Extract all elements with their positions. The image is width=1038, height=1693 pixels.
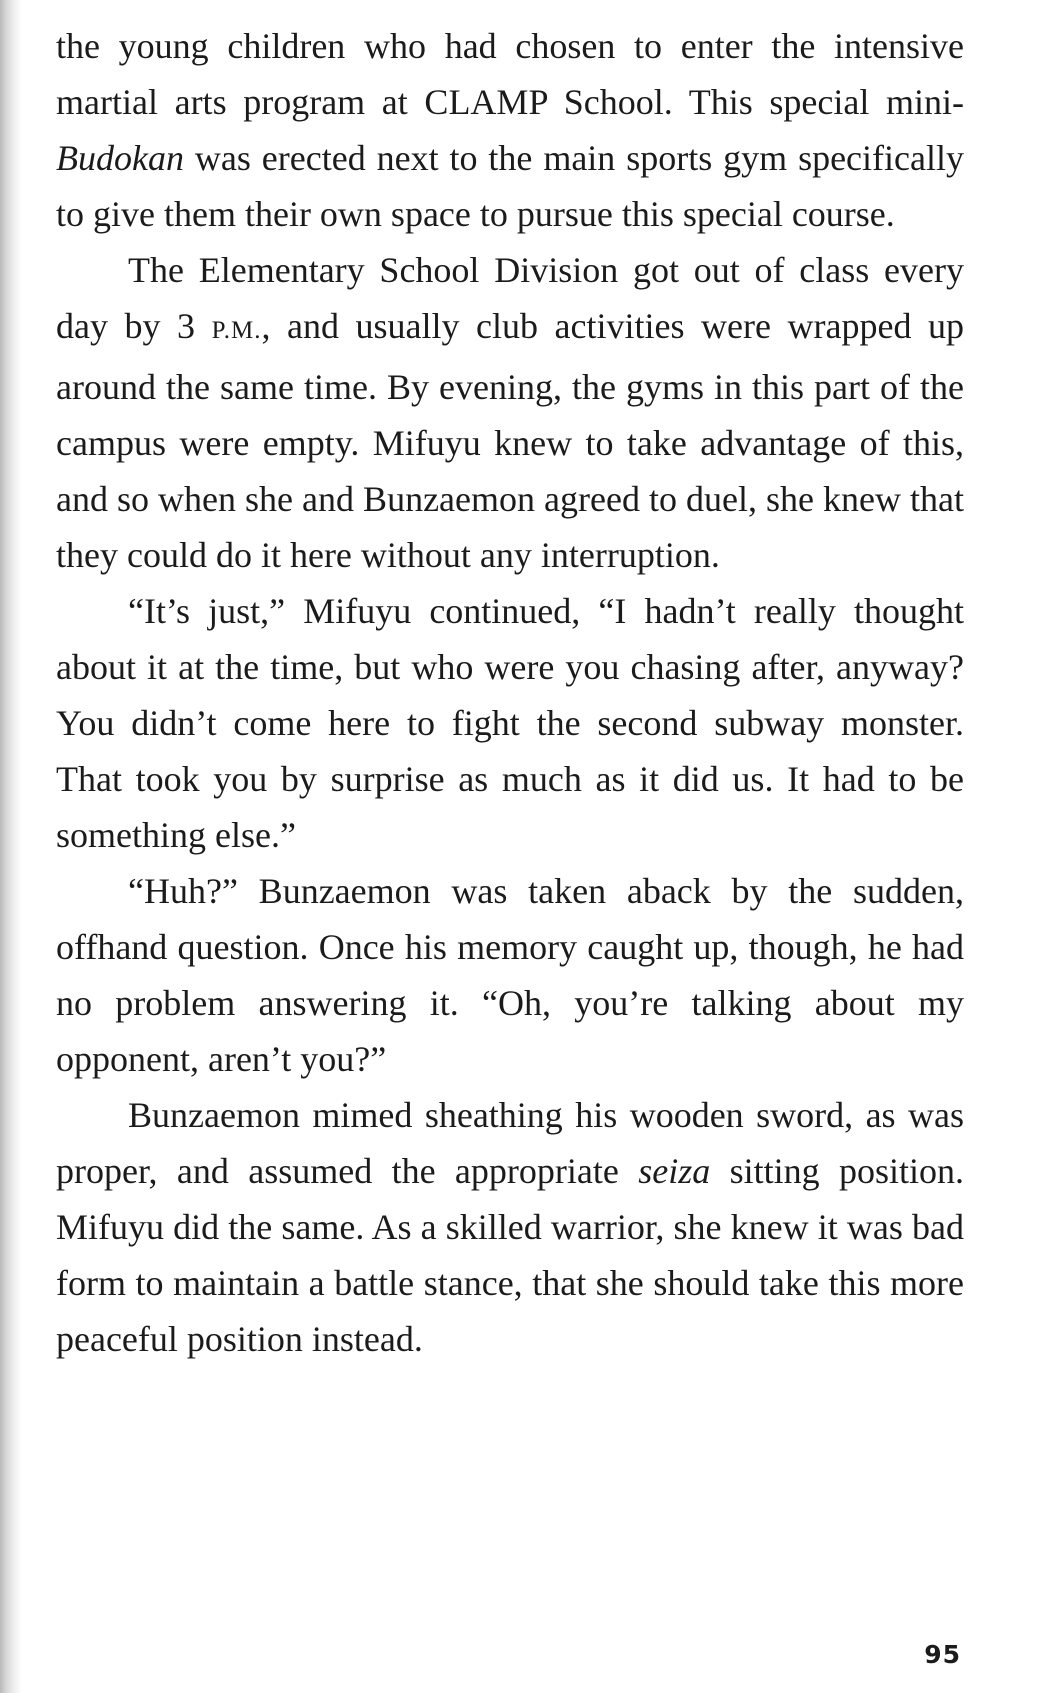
paragraph-1 (56, 18, 964, 242)
paragraph-1-text-b: was erected next to the main sports gym specifically to give them their own space to pursue this special course. (56, 138, 964, 234)
body-text (56, 18, 964, 1367)
page-number: 95 (924, 1640, 961, 1669)
paragraph-4 (56, 863, 964, 1087)
paragraph-5-italic-term: seiza (638, 1151, 711, 1191)
paragraph-1-text-a: the young children who had chosen to enter the intensive martial arts program at CLAMP School. This special mini- (56, 26, 964, 122)
binding-shadow (0, 0, 22, 1693)
paragraph-2-time-abbreviation: P.M. (211, 317, 262, 344)
paragraph-3-text: “It’s just,” Mifuyu continued, “I hadn’t really thought about it at the time, but who were you chasing after, anyway? You didn’t come here to fight the second subway monster. That took you by surprise as much as it did us. It had to be something else.” (56, 591, 964, 855)
paragraph-5-text-a: Bunzaemon mimed sheathing his wooden sword, as was proper, and assumed the appropriate (56, 1095, 964, 1191)
paragraph-2 (56, 242, 964, 583)
paragraph-1-italic-term: Budokan (56, 138, 184, 178)
paragraph-3 (56, 583, 964, 863)
paragraph-5-text-b: sitting position. Mifuyu did the same. As a skilled warrior, she knew it was bad form to maintain a battle stance, that she should take this more peaceful position instead. (56, 1151, 964, 1359)
paragraph-2-text-b: , and usually club activities were wrapped up around the same time. By evening, the gyms in this part of the campus were empty. Mifuyu knew to take advantage of this, and so when she and Bunzaemon agreed to duel, she knew that they could do it here without any interruption. (56, 306, 965, 575)
paragraph-4-text: “Huh?” Bunzaemon was taken aback by the sudden, offhand question. Once his memory caught up, though, he had no problem answering it. “Oh, you’re talking about my opponent, aren’t you?” (56, 871, 964, 1079)
paragraph-5 (56, 1087, 964, 1367)
paragraph-2-text-a: The Elementary School Division got out of class every day by 3 (56, 250, 964, 346)
